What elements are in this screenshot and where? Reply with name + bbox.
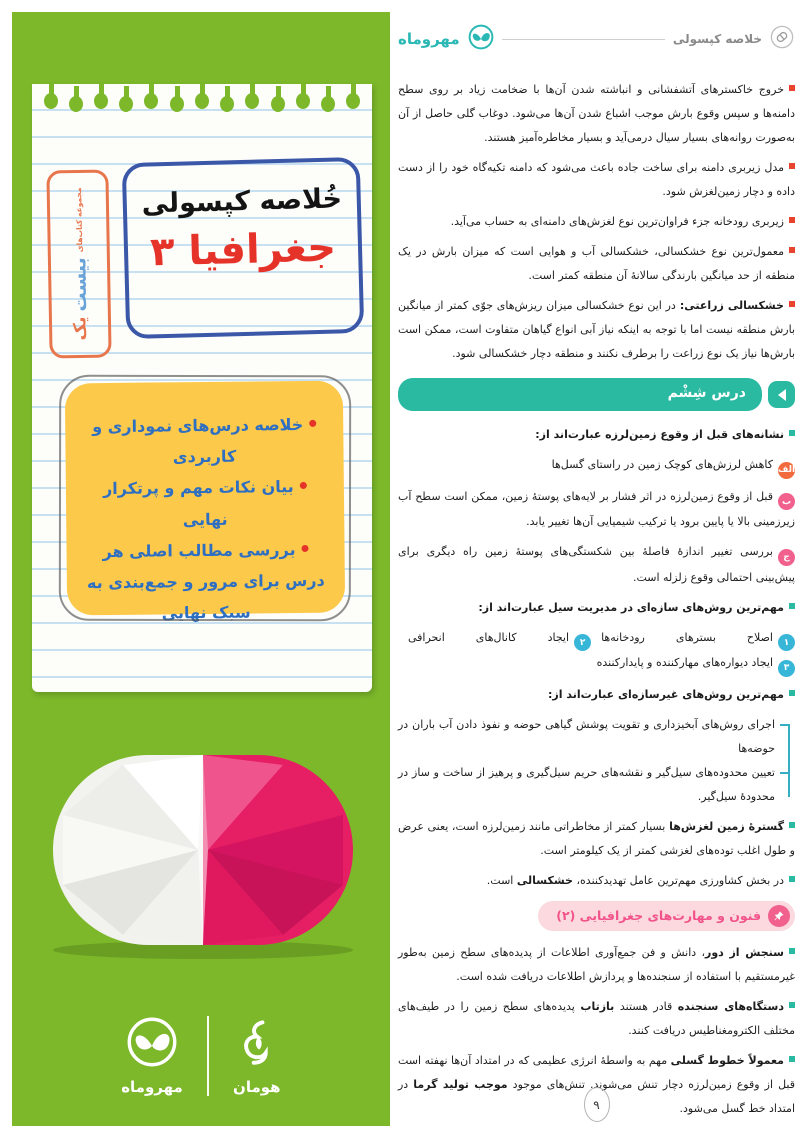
- text-segment: معمول‌ترین نوع خشکسالی، خشکسالی آب و هوایی است که میزان بارش در یک منطقه از حد میانگین بارندگی سالانهٔ آن منطقه کمتر است.: [398, 245, 795, 282]
- spiral-hole-icon: [170, 86, 184, 120]
- page-header: [398, 24, 794, 54]
- text-segment: سنجش از دور: [705, 945, 784, 959]
- letter-badge: الف: [778, 462, 795, 479]
- text-segment: ایجاد کانال‌های انحرافی: [408, 630, 570, 644]
- square-bullet-icon: [789, 163, 795, 169]
- text-segment: دستگاه‌های سنجنده: [677, 999, 785, 1013]
- skills-header-label: فنون و مهارت‌های جغرافیایی (۲): [556, 907, 761, 923]
- bullet-paragraph: [398, 995, 795, 1043]
- lettered-item: [398, 453, 795, 479]
- bullet-paragraph: [398, 815, 795, 863]
- spiral-hole-icon: [245, 83, 259, 117]
- spiral-hole-icon: [321, 86, 335, 120]
- mehromah-logo: [121, 1016, 183, 1096]
- capsule-icon: [770, 25, 794, 53]
- text-segment: قبل از وقوع زمین‌لرزه در اثر فشار بر لایه‌های پوستهٔ زمین، ممکن است سطح آب زیرزمینی بالا یا پایین برود یا ترکیب شیمیایی آن‌ها تغییر یابد.: [398, 489, 795, 528]
- square-bullet-icon: [789, 603, 795, 609]
- bracket-item: تعیین محدوده‌های سیل‌گیر و نقشه‌های حریم سیل‌گیری و پرهیز از ساخت و ساز در محدودهٔ سیل‌گیر.: [398, 761, 775, 809]
- text-segment: در این نوع خشکسالی میزان ریزش‌های جوّی کمتر از میانگین بارش منطقه نیست اما با توجه به اینکه نیاز آبی انواع گیاهان متفاوت است، ممکن است بارش‌ها نیاز یک نوع زراعت را برطرف نکنند و منطقه دچار خشکسالی شود.: [398, 299, 795, 360]
- sticky-note: [65, 381, 345, 623]
- square-bullet-icon: [789, 247, 795, 253]
- series-word-yek: یک: [69, 316, 91, 341]
- square-bullet-icon: [789, 690, 795, 696]
- square-bullet-icon: [789, 301, 795, 307]
- square-bullet-icon: [789, 1002, 795, 1008]
- text-segment: ، دانش و فن جمع‌آوری اطلاعات از پدیده‌های سطح زمین به‌طور غیرمستقیم با استفاده از سنجنده‌ها و پردازش اطلاعات دریافت شده است.: [398, 945, 795, 983]
- spiral-hole-icon: [144, 83, 158, 117]
- page-number-wrap: [398, 1087, 795, 1122]
- text-segment: است.: [486, 873, 517, 887]
- square-bullet-icon: [789, 85, 795, 91]
- lesson-header: [398, 378, 795, 411]
- page-number: ۹: [584, 1087, 610, 1122]
- letter-badge: ب: [778, 493, 795, 510]
- butterfly-icon: [468, 24, 494, 54]
- numbered-item: [596, 656, 795, 673]
- bracket-list: [398, 713, 795, 809]
- bracket-item: اجرای روش‌های آبخیزداری و تقویت پوشش گیاهی حوضه و نفوذ دادن آب باران در حوضه‌ها: [398, 713, 775, 761]
- series-word-bist: بیست: [67, 257, 91, 312]
- lesson-header-pill: درس شِشْم: [398, 378, 762, 411]
- logo-divider: [207, 1016, 209, 1096]
- bullet-paragraph: [398, 596, 795, 620]
- header-title: خلاصه کپسولی: [672, 32, 762, 46]
- text-segment: مهم‌ترین روش‌های سازه‌ای در مدیریت سیل عبارت‌اند از:: [478, 600, 784, 614]
- capsule-illustration: [38, 740, 368, 965]
- sticky-bullet-text: خلاصه درس‌های نموداری و کاربردی: [92, 414, 304, 467]
- skills-header-chip: [538, 901, 795, 931]
- text-segment: معمولاً خطوط گسلی: [670, 1053, 784, 1067]
- text-segment: مهم به واسطهٔ انرژی عظیمی که در امتداد آن‌ها نهفته است قبل از وقوع زمین‌لرزه دچار تنش می‌شوند. تنش‌های موجود: [398, 1053, 795, 1091]
- square-bullet-icon: [789, 822, 795, 828]
- sticky-bullet-text: بیان نکات مهم و پرتکرار نهایی: [102, 477, 294, 529]
- number-badge: ۲: [574, 634, 591, 651]
- text-segment: خشکسالی زراعتی:: [675, 299, 784, 312]
- brand-name: مهروماه: [398, 30, 460, 48]
- square-bullet-icon: [789, 876, 795, 882]
- content-blocks: [398, 78, 795, 1127]
- publisher-logos: [12, 1016, 390, 1096]
- text-segment: در امتداد خط گسل می‌شود.: [398, 1077, 795, 1115]
- dot-icon: [309, 420, 316, 427]
- cover-title-box: [122, 157, 365, 339]
- text-segment: پدیده‌های سطح زمین را در طیف‌های مختلف الکترومغناطیس دریافت کنند.: [398, 999, 795, 1037]
- bullet-paragraph: [398, 683, 795, 707]
- spiral-hole-icon: [195, 83, 209, 117]
- sticky-bullet: [79, 409, 330, 474]
- bullet-paragraph: [398, 210, 795, 234]
- spiral-hole-icon: [271, 86, 285, 120]
- cover-title: خُلاصه کپسولی: [141, 183, 343, 220]
- sticky-bullet-text: بررسی مطالب اصلی هر درس برای مرور و جمع‌بندی به سبک نهایی: [86, 539, 325, 623]
- spiral-hole-icon: [346, 83, 360, 117]
- hooman-icon: [233, 1016, 281, 1072]
- spiral-hole-icon: [94, 83, 108, 117]
- sticky-bullet: [80, 471, 331, 536]
- lettered-item: [398, 485, 795, 535]
- square-bullet-icon: [789, 217, 795, 223]
- number-badge: ۱: [778, 634, 795, 651]
- cover-panel: [12, 12, 390, 1126]
- spiral-hole-icon: [296, 83, 310, 117]
- bullet-paragraph: [398, 78, 795, 150]
- text-segment: قادر هستند: [614, 999, 678, 1013]
- bullet-paragraph: [398, 156, 795, 204]
- text-segment: گسترهٔ زمین لغزش‌ها: [665, 819, 784, 833]
- sticky-bullet: [80, 533, 331, 629]
- text-segment: بسیار کمتر از مخاطراتی مانند زمین‌لرزه است، یعنی عرض و طول اغلب توده‌های لغزشی کمتر از یک کیلومتر است.: [398, 819, 795, 857]
- text-segment: ایجاد دیواره‌های مهارکننده و پایدارکننده: [596, 656, 773, 669]
- dot-icon: [300, 482, 307, 489]
- text-segment: مدل زیربری دامنه برای ساخت جاده باعث می‌شود که دامنه تکیه‌گاه خود را از دست داده و دچار زمین‌لغزش شود.: [398, 161, 795, 198]
- square-bullet-icon: [789, 948, 795, 954]
- butterfly-icon: [126, 1016, 178, 1072]
- spiral-hole-icon: [44, 83, 58, 117]
- text-segment: بازتاب: [580, 999, 615, 1013]
- bullet-paragraph: [398, 941, 795, 989]
- text-segment: نشانه‌های قبل از وقوع زمین‌لرزه عبارت‌اند از:: [535, 428, 784, 441]
- pin-icon: [768, 905, 790, 927]
- bullet-paragraph: [398, 294, 795, 366]
- text-segment: اصلاح بسترهای رودخانه‌ها: [601, 630, 773, 644]
- spiral-hole-icon: [220, 86, 234, 120]
- spiral-hole-icon: [69, 86, 83, 120]
- cover-subject: جغرافیا ۳: [149, 224, 337, 276]
- text-segment: بررسی تغییر اندازهٔ فاصلهٔ بین شکستگی‌های پوستهٔ زمین راه دیگری برای پیش‌بینی احتمالی وقوع زلزله است.: [398, 545, 795, 584]
- hooman-logo: [233, 1016, 281, 1096]
- dot-icon: [301, 545, 308, 552]
- text-segment: کاهش لرزش‌های کوچک زمین در راستای گسل‌ها: [551, 458, 773, 471]
- notebook-paper: [32, 84, 372, 692]
- text-segment: زیربری رودخانه جزء فراوان‌ترین نوع لغزش‌های دامنه‌ای به حساب می‌آید.: [450, 215, 784, 228]
- text-segment: مهم‌ترین روش‌های غیرسازه‌ای عبارت‌اند از:: [548, 687, 784, 701]
- text-segment: موجب تولید گرما: [413, 1077, 508, 1091]
- text-segment: خروج خاکسترهای آتشفشانی و انباشته شدن آن‌ها با ضخامت زیاد بر روی سطح دامنه‌ها و سپس وقوع بارش موجب اشباع شدن آن‌ها می‌شود. دوغاب گلی حاصل از آن به‌صورت روانه‌های بسیار سیال درمی‌آید و بسیار مخاطره‌آمیز هستند.: [398, 83, 795, 144]
- bullet-paragraph: [398, 869, 795, 893]
- numbered-row: [398, 626, 795, 677]
- spiral-holes: [38, 83, 366, 123]
- mehromah-label: مهروماه: [121, 1078, 183, 1096]
- square-bullet-icon: [789, 1056, 795, 1062]
- header-rule: [502, 39, 665, 40]
- numbered-item: [408, 630, 591, 648]
- numbered-item: [601, 630, 795, 648]
- skills-header: [398, 901, 795, 931]
- letter-badge: ج: [778, 549, 795, 566]
- arrow-marker-icon: [768, 381, 795, 408]
- text-segment: در بخش کشاورزی مهم‌ترین عامل تهدیدکننده،: [572, 873, 784, 887]
- bullet-paragraph: [398, 240, 795, 288]
- series-badge: [46, 169, 111, 358]
- number-badge: ۳: [778, 660, 795, 677]
- series-small-label: مجموعه کتاب‌های: [73, 187, 84, 253]
- lettered-item: [398, 540, 795, 590]
- text-segment: خشکسالی: [516, 873, 573, 887]
- bullet-paragraph: [398, 423, 795, 447]
- hooman-label: هومان: [233, 1078, 281, 1096]
- square-bullet-icon: [789, 430, 795, 436]
- spiral-hole-icon: [119, 86, 133, 120]
